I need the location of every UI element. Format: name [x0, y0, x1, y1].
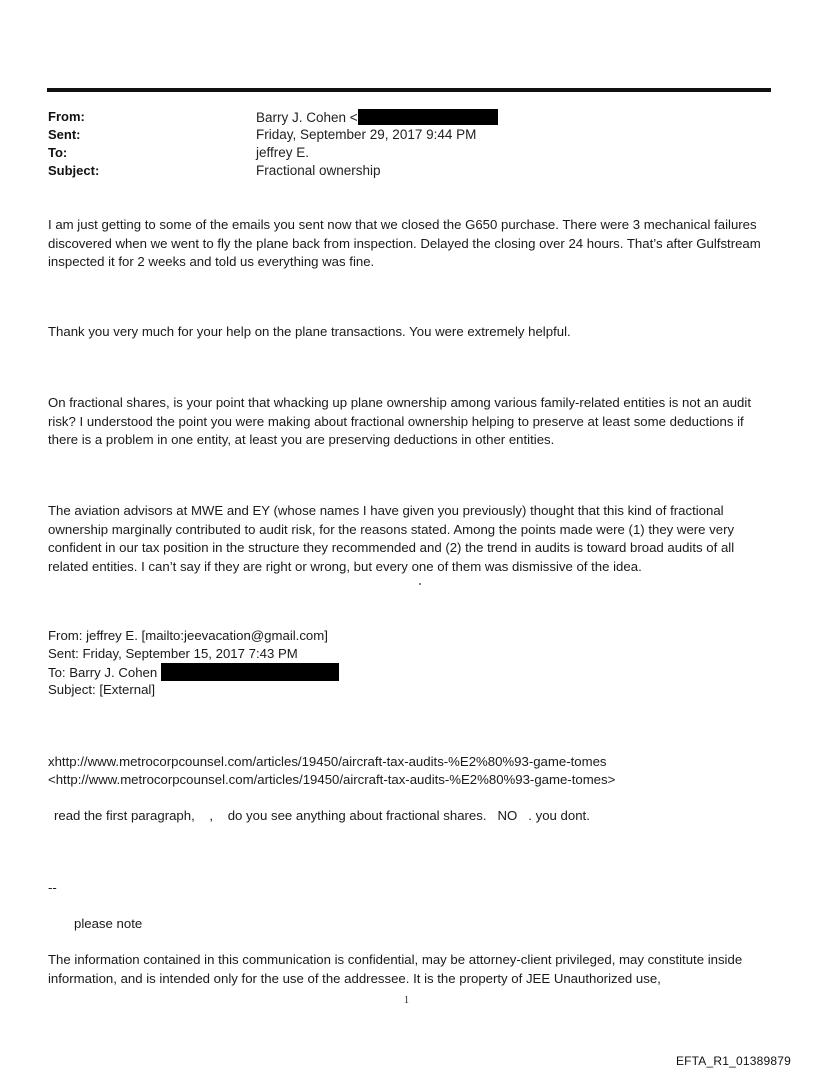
- article-link[interactable]: xhttp://www.metrocorpcounsel.com/articles/19450/aircraft-tax-audits-%E2%80%93-game-tomes: [48, 754, 607, 769]
- sent-label: Sent:: [48, 127, 81, 142]
- redaction-box: [358, 109, 498, 125]
- article-link-angle[interactable]: <http://www.metrocorpcounsel.com/articles/19450/aircraft-tax-audits-%E2%80%93-game-tomes>: [48, 772, 616, 787]
- document-id: EFTA_R1_01389879: [675, 1054, 791, 1068]
- page-number: 1: [404, 995, 409, 1006]
- body-paragraph-1: I am just getting to some of the emails you sent now that we closed the G650 purchase. There were 3 mechanical failures discovered when we went to fly the plane back from inspection. Delayed the closing over 24 hours. That’s after Gulfstream inspected it for 2 weeks and told us everything was fine.: [48, 217, 761, 269]
- signature-separator: --: [48, 880, 57, 895]
- header-rule: [47, 88, 771, 92]
- stray-mark: [419, 583, 421, 585]
- from-name: Barry J. Cohen <: [256, 110, 358, 125]
- to-value: jeffrey E.: [256, 145, 310, 160]
- to-label: To:: [48, 145, 68, 160]
- sent-value: Friday, September 29, 2017 9:44 PM: [256, 127, 477, 142]
- disclaimer-text: The information contained in this communication is confidential, may be attorney-client privileged, may constitute inside information, and is intended only for the use of the addressee. It is the property of JEE Unauthorized use,: [48, 952, 743, 986]
- please-note: please note: [74, 916, 143, 931]
- from-label: From:: [48, 109, 85, 124]
- quoted-subject: Subject: [External]: [48, 682, 156, 697]
- from-value: [256, 109, 498, 126]
- body-paragraph-2: Thank you very much for your help on the plane transactions. You were extremely helpful.: [48, 324, 571, 339]
- subject-label: Subject:: [48, 163, 100, 178]
- quoted-to: [48, 663, 339, 682]
- quoted-to-text: To: Barry J. Cohen: [48, 665, 161, 680]
- body-paragraph-4: The aviation advisors at MWE and EY (whose names I have given you previously) thought that this kind of fractional ownership marginally contributed to audit risk, for the reasons stated. Among the points made were (1) they were very confident in our tax position in the structure they recommended and (2) the trend in audits is toward broad audits of all related entities. I can’t say if they are right or wrong, but every one of them was dismissive of the idea.: [48, 503, 735, 574]
- quoted-sent: Sent: Friday, September 15, 2017 7:43 PM: [48, 646, 298, 661]
- body-paragraph-3: On fractional shares, is your point that whacking up plane ownership among various family-related entities is not an audit risk? I understood the point you were making about fractional ownership helping to preserve at least some deductions if there is a problem in one entity, at least you are preserving deductions in other entities.: [48, 395, 751, 447]
- subject-value: Fractional ownership: [256, 163, 381, 178]
- redaction-box: [161, 663, 339, 681]
- quoted-from: From: jeffrey E. [mailto:jeevacation@gmail.com]: [48, 628, 328, 643]
- remark-line: read the first paragraph, , do you see anything about fractional shares. NO . you dont.: [54, 808, 590, 823]
